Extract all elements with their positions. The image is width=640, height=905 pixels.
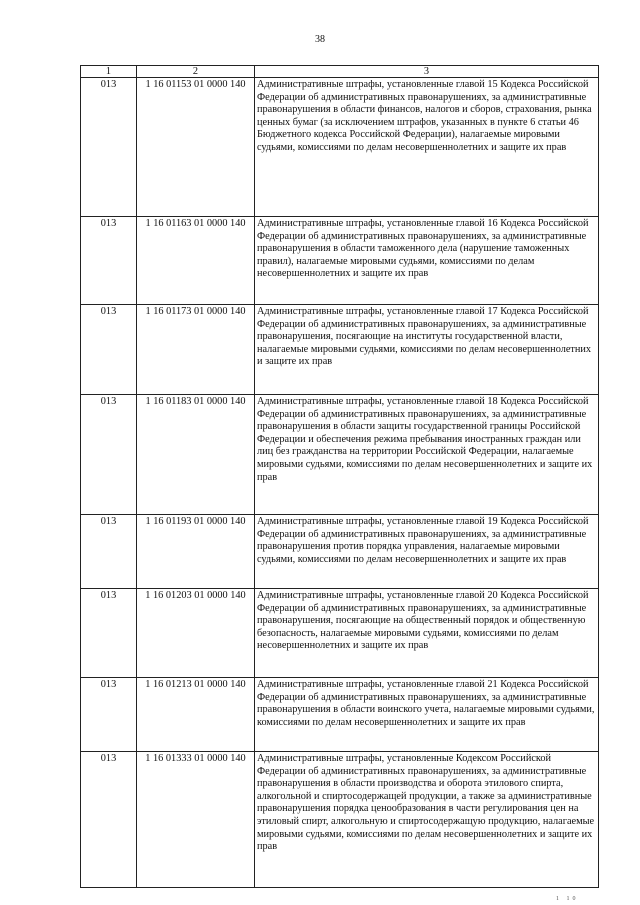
table-row bbox=[81, 515, 599, 589]
description-cell: Административные штрафы, установленные главой 19 Кодекса Российской Федерации об административных правонарушениях, за административные правонарушения против порядка управления, налагаемые мировыми судьями, комиссиями по делам несовершеннолетних и защите их прав bbox=[255, 515, 599, 589]
column-header-3: 3 bbox=[255, 66, 599, 78]
admin-code-cell: 013 bbox=[81, 515, 137, 589]
admin-code-cell: 013 bbox=[81, 305, 137, 395]
footer-mark: 1 10 bbox=[556, 896, 579, 902]
budget-code-cell: 1 16 01193 01 0000 140 bbox=[137, 515, 255, 589]
budget-code-cell: 1 16 01203 01 0000 140 bbox=[137, 589, 255, 678]
admin-code-cell: 013 bbox=[81, 217, 137, 305]
budget-code-cell: 1 16 01153 01 0000 140 bbox=[137, 78, 255, 217]
table-row bbox=[81, 305, 599, 395]
description-cell: Административные штрафы, установленные главой 20 Кодекса Российской Федерации об административных правонарушениях, за административные правонарушения, посягающие на общественный порядок и общественную безопасность, налагаемые мировыми судьями, комиссиями по делам несовершеннолетних и защите их прав bbox=[255, 589, 599, 678]
description-cell: Административные штрафы, установленные главой 18 Кодекса Российской Федерации об административных правонарушениях, за административные правонарушения в области защиты государственной границы Российской Федерации и обеспечения режима пребывания иностранных граждан или лиц без гражданства на территории Российской Федерации, налагаемые мировыми судьями, комиссиями по делам несовершеннолетних и защите их прав bbox=[255, 395, 599, 515]
table-row bbox=[81, 678, 599, 752]
description-cell: Административные штрафы, установленные Кодексом Российской Федерации об административных правонарушениях, за административные правонарушения в области производства и оборота этилового спирта, алкогольной и спиртосодержащей продукции, а также за административные правонарушения порядка ценообразования в части регулирования цен на этиловый спирт, алкогольную и спиртосодержащую продукцию, налагаемые мировыми судьями, комиссиями по делам несовершеннолетних и защите их прав bbox=[255, 752, 599, 888]
budget-code-cell: 1 16 01183 01 0000 140 bbox=[137, 395, 255, 515]
description-cell: Административные штрафы, установленные главой 15 Кодекса Российской Федерации об административных правонарушениях, за административные правонарушения в области финансов, налогов и сборов, страхования, рынка ценных бумаг (за исключением штрафов, указанных в пункте 6 статьи 46 Бюджетного кодекса Российской Федерации), налагаемые мировыми судьями, комиссиями по делам несовершеннолетних и защите их прав bbox=[255, 78, 599, 217]
table-row bbox=[81, 217, 599, 305]
budget-code-cell: 1 16 01213 01 0000 140 bbox=[137, 678, 255, 752]
column-header-1: 1 bbox=[81, 66, 137, 78]
revenue-classification-table bbox=[80, 65, 599, 888]
table-header-row bbox=[81, 66, 599, 78]
admin-code-cell: 013 bbox=[81, 752, 137, 888]
description-cell: Административные штрафы, установленные главой 17 Кодекса Российской Федерации об административных правонарушениях, за административные правонарушения, посягающие на институты государственной власти, налагаемые мировыми судьями, комиссиями по делам несовершеннолетних и защите их прав bbox=[255, 305, 599, 395]
description-cell: Административные штрафы, установленные главой 16 Кодекса Российской Федерации об административных правонарушениях, за административные правонарушения в области таможенного дела (нарушение таможенных правил), налагаемые мировыми судьями, комиссиями по делам несовершеннолетних и защите их прав bbox=[255, 217, 599, 305]
admin-code-cell: 013 bbox=[81, 395, 137, 515]
table-row bbox=[81, 589, 599, 678]
table-row bbox=[81, 78, 599, 217]
table-row bbox=[81, 752, 599, 888]
page-number: 38 bbox=[315, 34, 325, 45]
admin-code-cell: 013 bbox=[81, 78, 137, 217]
admin-code-cell: 013 bbox=[81, 589, 137, 678]
budget-code-cell: 1 16 01163 01 0000 140 bbox=[137, 217, 255, 305]
admin-code-cell: 013 bbox=[81, 678, 137, 752]
budget-code-cell: 1 16 01173 01 0000 140 bbox=[137, 305, 255, 395]
column-header-2: 2 bbox=[137, 66, 255, 78]
budget-code-cell: 1 16 01333 01 0000 140 bbox=[137, 752, 255, 888]
table-row bbox=[81, 395, 599, 515]
description-cell: Административные штрафы, установленные главой 21 Кодекса Российской Федерации об административных правонарушениях, за административные правонарушения в области воинского учета, налагаемые мировыми судьями, комиссиями по делам несовершеннолетних и защите их прав bbox=[255, 678, 599, 752]
